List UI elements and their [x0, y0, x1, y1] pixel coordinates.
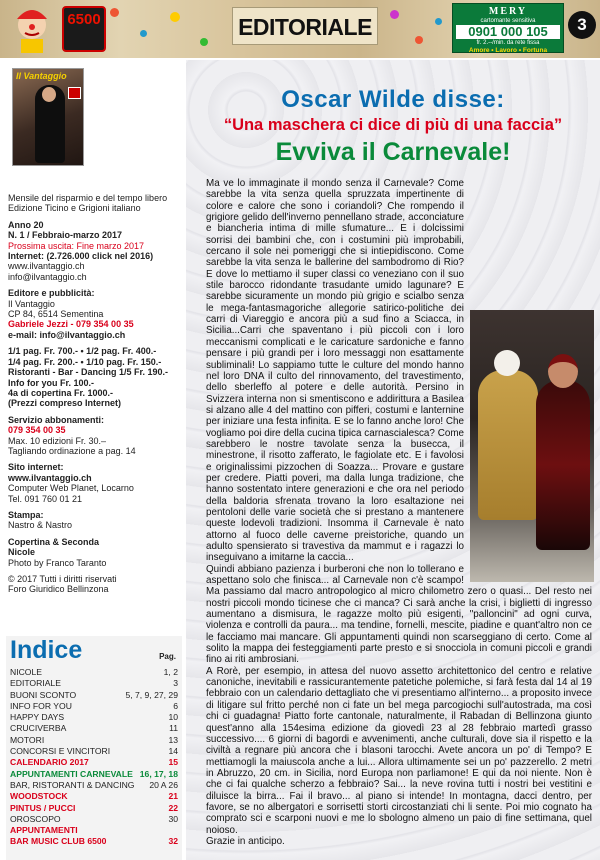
issue-internet: Internet: (2.726.000 click nel 2016)	[8, 251, 154, 262]
section-title: EDITORIALE	[232, 7, 378, 45]
toc-label: MOTORI	[10, 734, 45, 745]
toc-row	[6, 814, 182, 825]
toc-label: HAPPY DAYS	[10, 712, 65, 723]
toc-row	[6, 735, 182, 746]
article-headline: Oscar Wilde disse:	[281, 86, 505, 113]
mery-tagline: Amore • Lavoro • Fortuna	[468, 47, 548, 54]
toc-label: BAR, RISTORANTI & DANCING	[10, 779, 135, 790]
issue-next: Prossima uscita: Fine marzo 2017	[8, 240, 145, 251]
toc-row	[6, 712, 182, 723]
toc-row	[6, 723, 182, 734]
table-of-contents	[6, 636, 182, 860]
issue-site-link[interactable]: www.ilvantaggio.ch	[8, 261, 85, 272]
toc-row	[6, 836, 182, 847]
toc-label: BAR MUSIC CLUB 6500	[10, 836, 107, 847]
article-body	[206, 178, 592, 847]
page-number-badge: 3	[568, 11, 596, 39]
toc-page-label: Pag.	[159, 652, 176, 661]
toc-list	[6, 667, 182, 848]
article-paragraph: Ma ve lo immaginate il mondo senza il Carnevale? Come sarebbe la vita senza quella spruzzata impertinente di colore e calore che sono i coriandoli? Che rompendo il grigiore gelido dell'inverno pennellano strade, acconciature e biancheria intima di mille sfumature... E i dolcissimi sorrisi dei bambini che, con i costumini più improbabili, cercano il sole nei pomeriggi che si intiepidiscono. Come sarebbe la vita senza le ballerine del sambodromo di Rio? E dove lo mettiamo il super classi co veneziano con il suo stile barocco ridondante trasudante umido lagunare? E sarebbe sicuramente un mondo più grigio e scialbo senza le mega-fantasmagoriche allegorie satirico-politiche dei carri di Viareggio e ancora più a sud fino a Sciacca, in Sicilia...Carri che spaventano i più piccoli con i loro meccanismi complicati e le caricature sardoniche e fanno pensare i più grandi per i loro messaggi non esattamente subliminali! Lo sappiamo tutte le culture del mondo hanno nel loro DNA il culto del rinnovamento, del travestimento, dello sberleffo al potere e delle autorità. Persino in Svizzera interna non si smentiscono e addirittura a Basilea si alzano alle 4 del mattino con pifferi, costumi e lanternine per iniziare una festa infinita. E se lo fanno anche loro! Che vogliamo poi dire della cucina tipica carnascialesca? Come sarebbero le nostre tavolate senza la busecca, il minestrone, il risotto zafferato, le fagiolate etc. E i favolosi e originalissimi pizzochen di Soazza... Provare e gustare per credere. Piatti poveri, ma dalla lunga tradizione, che hanno sostentato intere generazioni e che ora nel periodo della baldoria sfrenata trovano la loro esaltazione nei pentoloni delle varie società che si prestano a mantenere queste lodevoli tradizioni. Insomma il Carnevale è nato attorno al fuoco delle caverne preistoriche, quando un adulto spensierato si travestiva da mammut e i ragazzi lo inseguivano a imitarne la caccia...	[206, 178, 464, 564]
mery-phone: 0901 000 105	[456, 25, 560, 39]
website-tel: Tel. 091 760 01 21	[8, 493, 83, 504]
mery-fee: fr. 2.--/min. da rete fissa	[476, 40, 540, 46]
toc-pages: 20 A 26	[149, 779, 178, 790]
publisher-address: CP 84, 6514 Sementina	[8, 309, 104, 320]
toc-label: APPUNTAMENTI CARNEVALE	[10, 768, 133, 779]
publisher-heading: Editore e pubblicità:	[8, 288, 95, 299]
issue-email-link[interactable]: info@ilvantaggio.ch	[8, 271, 87, 282]
toc-row	[6, 769, 182, 780]
toc-row	[6, 690, 182, 701]
subscriptions-heading: Servizio abbonamenti:	[8, 414, 105, 425]
toc-pages: 6	[173, 700, 178, 711]
price-line: Info for you Fr. 100.-	[8, 377, 95, 388]
toc-pages: 3	[173, 678, 178, 689]
toc-pages: 13	[168, 734, 178, 745]
website-heading: Sito internet:	[8, 462, 64, 473]
toc-label: CALENDARIO 2017	[10, 757, 89, 768]
toc-pages: 16, 17, 18	[139, 768, 178, 779]
issue-numero: N. 1 / Febbraio-marzo 2017	[8, 230, 123, 241]
subscriptions-phone: 079 354 00 35	[8, 425, 66, 436]
toc-label: NICOLE	[10, 667, 42, 677]
article-closing: Grazie in anticipo.	[206, 835, 285, 847]
toc-row	[6, 825, 182, 836]
toc-pages: 5, 7, 9, 27, 29	[125, 689, 178, 700]
toc-label: CRUCIVERBA	[10, 723, 67, 734]
court: Foro Giuridico Bellinzona	[8, 584, 109, 595]
toc-pages: 22	[168, 802, 178, 813]
article-quote: “Una maschera ci dice di più di una faccia”	[223, 116, 563, 134]
toc-pages: 11	[169, 723, 178, 734]
page-header	[0, 0, 600, 58]
issue-anno: Anno 20	[8, 219, 44, 230]
copyright: © 2017 Tutti i diritti riservati	[8, 574, 117, 584]
website-provider: Computer Web Planet, Locarno	[8, 483, 134, 494]
toc-row	[6, 757, 182, 768]
toc-row	[6, 803, 182, 814]
publisher-contact: Gabriele Jezzi - 079 354 00 35	[8, 319, 134, 330]
cover-photo-credit: Photo by Franco Taranto	[8, 557, 107, 568]
article-paragraph: A Rorè, per esempio, in attesa del nuovo assetto architettonico del centro e relative canoniche, inevitabili e rassicurantemente patetiche polemiche, si farà festa dal 14 al 19 febbraio con un calendario dettagliato che vi presentiamo all'interno... a proposito invece di litigare sul fritto perché non ci fate un bel mega parcogiochi sull'autostrada, ma così chi ci guadagna! Piatto forte cantonale, naturalmente, il Rabadan di Bellinzona giunto quest'anno alla 154esima edizione da giovedì 23 al 28 febbraio martedì grasso successivo.... 6 giorni di bagordi e avvenimenti, anche culturali, dove sia il rispetto e la civiltà a regnare più ancora che i blasoni tarocchi. Avete ancora un po' di Tempo? E mettiamogli la maiuscola anche a lui... Allora ultimamente sei un po' pazzerello. 2 metri in Abruzzo, 20 cm. in Sicilia, nord Europa non parliamone! E qui da noi niente. Non è che ci fai qualche scherzo a febbraio? Sai... la neve rovina tutti i nostri bei vestitini e diluisce la birra... Fai il bravo... al piano si intende! In montagna, dacci dentro, per favore, se no albergatori e sorrisetti storti circostanziati chi li sente. Poi mio cognato ha comprato sci e scarponi nuovi e me lo sbologno almeno un paio di fine settimana, quel noioso.	[206, 665, 592, 836]
logo-6500-text: 6500	[67, 11, 101, 28]
editorial-article	[186, 60, 600, 860]
toc-label: APPUNTAMENTI	[10, 825, 78, 836]
mery-sub: cartomante sensitiva	[480, 18, 536, 24]
toc-row	[6, 746, 182, 757]
toc-pages: 1, 2	[163, 667, 178, 677]
masthead-intro: Mensile del risparmio e del tempo libero Edizione Ticino e Grigioni italiano	[8, 193, 168, 214]
toc-pages: 21	[168, 791, 178, 802]
price-line: 1/1 pag. Fr. 700.- • 1/2 pag. Fr. 400.-	[8, 346, 157, 357]
toc-title: Indice	[10, 636, 83, 664]
publisher-email[interactable]: e-mail: info@ilvantaggio.ch	[8, 329, 126, 340]
magazine-cover-image	[12, 68, 84, 166]
cover-model-name: Nicole	[8, 547, 36, 558]
mery-ad	[452, 3, 564, 53]
print-heading: Stampa:	[8, 509, 44, 520]
toc-label: PINTUS / PUCCI	[10, 802, 76, 813]
cover-title: Il Vantaggio	[16, 71, 67, 81]
article-paragraph: Quindi abbiano pazienza i burberoni che non lo tollerano e aspettano solo che finisca... al Carnevale non c'è scampo! Ma passiamo dal macro antropologico al micro chilometro zero o quasi... Del resto nei nostri piccoli mondo ticinese che ci manca? Ci sarà anche la crisi, i biglietti di ingresso aumentano a dismisura, le ragazze molto più esigenti, "palloncini" ad ogni curva, violenza e controlli da paura... ma tendine, fornelli, mescite, piadine e quant'altro non ce le facciamo mai mancare. Gli appuntamenti quindi non scarseggiano di certo. Come al solito la mappa dei festeggiamenti parte presto e si snocciola in comuni piccoli e grandi fino ai riti ambrosiani.	[206, 563, 592, 666]
subscriptions-detail: Tagliando ordinazione a pag. 14	[8, 445, 136, 456]
print-value: Nastro & Nastro	[8, 520, 73, 531]
toc-pages: 14	[168, 746, 178, 757]
toc-label: OROSCOPO	[10, 813, 61, 824]
clown-mascot-icon	[5, 5, 59, 55]
toc-row	[6, 791, 182, 802]
toc-pages: 10	[168, 712, 178, 723]
toc-pages: 32	[168, 836, 178, 847]
toc-label: BUONI SCONTO	[10, 689, 77, 700]
toc-pages: 15	[168, 757, 178, 768]
toc-label: WOODSTOCK	[10, 791, 68, 802]
mery-name: MERY	[488, 6, 528, 17]
toc-row	[6, 780, 182, 791]
toc-row	[6, 678, 182, 689]
publisher-name: Il Vantaggio	[8, 298, 55, 309]
toc-row	[6, 667, 182, 678]
cover-heading: Copertina & Seconda	[8, 536, 100, 547]
toc-label: INFO FOR YOU	[10, 700, 72, 711]
toc-label: CONCORSI E VINCITORI	[10, 746, 111, 757]
price-line: 1/4 pag. Fr. 200.- • 1/10 pag. Fr. 150.-	[8, 356, 162, 367]
price-line: Ristoranti - Bar - Dancing 1/5 Fr. 190.-	[8, 367, 169, 378]
price-line: 4a di copertina Fr. 1000.-	[8, 387, 114, 398]
price-line: (Prezzi compreso Internet)	[8, 398, 122, 409]
subscriptions-detail: Max. 10 edizioni Fr. 30.–	[8, 435, 107, 446]
website-url[interactable]: www.ilvantaggio.ch	[8, 472, 92, 483]
masthead-text	[8, 193, 184, 601]
article-cheer: Evviva il Carnevale!	[275, 138, 511, 166]
toc-pages: 30	[168, 813, 178, 824]
bar-music-club-logo	[62, 6, 106, 52]
toc-row	[6, 701, 182, 712]
cover-logo-icon	[68, 87, 81, 99]
toc-label: EDITORIALE	[10, 678, 61, 689]
